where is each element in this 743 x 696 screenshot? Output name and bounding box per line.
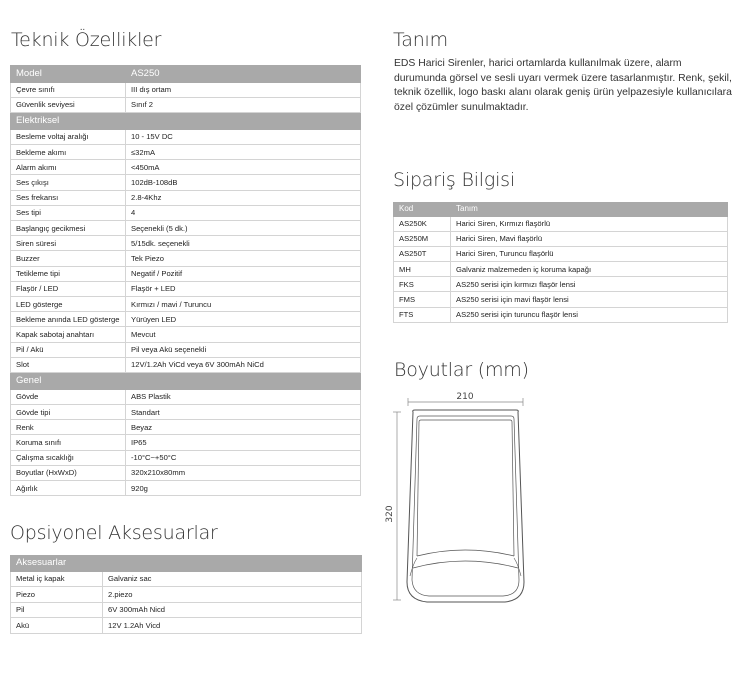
label-cell: Flaşör / LED <box>11 281 126 296</box>
label-cell: Ses çıkışı <box>11 175 126 190</box>
value-cell: 2.piezo <box>103 587 362 603</box>
label-cell: Buzzer <box>11 251 126 266</box>
code-cell: AS250K <box>394 216 451 231</box>
width-label: 210 <box>456 392 474 402</box>
section-row-electrical <box>11 112 361 129</box>
label-cell: Başlangıç gecikmesi <box>11 221 126 236</box>
label-cell: Kapak sabotaj anahtarı <box>11 327 126 342</box>
label-cell: Boyutlar (HxWxD) <box>11 465 126 480</box>
value-cell: Beyaz <box>126 420 361 435</box>
table-row <box>11 129 361 144</box>
table-row <box>394 292 728 307</box>
table-row <box>11 618 362 634</box>
order-table <box>393 202 728 323</box>
table-header-row <box>394 202 728 216</box>
table-row <box>11 190 361 205</box>
header-cell: Model <box>11 65 126 82</box>
value-cell: IP65 <box>126 435 361 450</box>
label-cell: Slot <box>11 357 126 372</box>
table-row <box>11 175 361 190</box>
table-row <box>11 221 361 236</box>
label-cell: Bekleme anında LED gösterge <box>11 312 126 327</box>
table-row <box>11 420 361 435</box>
code-cell: FTS <box>394 307 451 322</box>
label-cell: Pil <box>11 602 103 618</box>
value-cell: 12V/1.2Ah ViCd veya 6V 300mAh NiCd <box>126 357 361 372</box>
value-cell: 6V 300mAh Nicd <box>103 602 362 618</box>
value-cell: Sınıf 2 <box>126 97 361 112</box>
label-cell: Alarm akımı <box>11 160 126 175</box>
label-cell: Akü <box>11 618 103 634</box>
order-heading: Sipariş Bilgisi <box>393 169 515 191</box>
value-cell: Pil veya Akü seçenekli <box>126 342 361 357</box>
table-row <box>11 357 361 372</box>
value-cell: 2.8-4Khz <box>126 190 361 205</box>
accessories-table <box>10 555 362 634</box>
section-title: Genel <box>11 372 361 389</box>
table-row <box>11 145 361 160</box>
value-cell: Seçenekli (5 dk.) <box>126 221 361 236</box>
description-cell: AS250 serisi için turuncu flaşör lensi <box>451 307 728 322</box>
code-cell: AS250T <box>394 246 451 261</box>
table-row <box>11 587 362 603</box>
height-label: 320 <box>385 505 395 523</box>
definition-text: EDS Harici Sirenler, harici ortamlarda kullanılmak üzere, alarm durumunda görsel ve sesli uyarı vermek üzere tasarlanmıştır. Renk, şekil, teknik özellik, logo baskı alanı olarak geniş ürün yelpazesiyle kullanıcılara özel çözümler sunulmaktadır. <box>394 58 732 113</box>
label-cell: Gövde tipi <box>11 405 126 420</box>
description-cell: Harici Siren, Kırmızı flaşörlü <box>451 216 728 231</box>
table-row <box>11 312 361 327</box>
section-title: Aksesuarlar <box>11 555 362 571</box>
value-cell: Flaşör + LED <box>126 281 361 296</box>
table-row <box>11 405 361 420</box>
value-cell: 5/15dk. seçenekli <box>126 236 361 251</box>
table-row <box>11 342 361 357</box>
accessories-heading: Opsiyonel Aksesuarlar <box>10 522 218 544</box>
value-cell: 10 - 15V DC <box>126 129 361 144</box>
dimension-drawing <box>383 386 543 616</box>
table-row <box>11 481 361 496</box>
label-cell: LED gösterge <box>11 296 126 311</box>
label-cell: Besleme voltaj aralığı <box>11 129 126 144</box>
value-cell: 920g <box>126 481 361 496</box>
table-row <box>11 571 362 587</box>
table-row <box>394 231 728 246</box>
table-row <box>11 281 361 296</box>
table-row <box>394 262 728 277</box>
value-cell: 102dB-108dB <box>126 175 361 190</box>
value-cell: Mevcut <box>126 327 361 342</box>
label-cell: Koruma sınıfı <box>11 435 126 450</box>
table-row <box>11 205 361 220</box>
table-row <box>394 216 728 231</box>
table-row <box>11 296 361 311</box>
table-row <box>11 450 361 465</box>
label-cell: Ses tipi <box>11 205 126 220</box>
table-row <box>394 277 728 292</box>
specs-table <box>10 65 361 496</box>
value-cell: Kırmızı / mavi / Turuncu <box>126 296 361 311</box>
label-cell: Çalışma sıcaklığı <box>11 450 126 465</box>
table-row <box>11 465 361 480</box>
description-cell: Galvaniz malzemeden iç koruma kapağı <box>451 262 728 277</box>
label-cell: Gövde <box>11 389 126 404</box>
value-cell: 12V 1.2Ah Vicd <box>103 618 362 634</box>
value-cell: ≤32mA <box>126 145 361 160</box>
definition-heading: Tanım <box>393 29 448 51</box>
header-cell: Tanım <box>451 202 728 216</box>
value-cell: Negatif / Pozitif <box>126 266 361 281</box>
table-row <box>11 602 362 618</box>
value-cell: Galvaniz sac <box>103 571 362 587</box>
label-cell: Bekleme akımı <box>11 145 126 160</box>
code-cell: AS250M <box>394 231 451 246</box>
label-cell: Ağırlık <box>11 481 126 496</box>
label-cell: Renk <box>11 420 126 435</box>
table-row <box>11 389 361 404</box>
table-row <box>11 160 361 175</box>
table-row <box>394 307 728 322</box>
value-cell: Yürüyen LED <box>126 312 361 327</box>
description-cell: Harici Siren, Mavi flaşörlü <box>451 231 728 246</box>
description-cell: Harici Siren, Turuncu flaşörlü <box>451 246 728 261</box>
label-cell: Pil / Akü <box>11 342 126 357</box>
label-cell: Ses frekansı <box>11 190 126 205</box>
value-cell: 4 <box>126 205 361 220</box>
code-cell: FMS <box>394 292 451 307</box>
siren-outline <box>407 410 524 602</box>
table-row <box>11 435 361 450</box>
value-cell: <450mA <box>126 160 361 175</box>
table-header-row <box>11 65 361 82</box>
table-row <box>11 327 361 342</box>
table-row <box>11 266 361 281</box>
dimensions-heading: Boyutlar (mm) <box>394 359 529 381</box>
value-cell: Standart <box>126 405 361 420</box>
label-cell: Çevre sınıfı <box>11 82 126 97</box>
value-cell: -10°C~+50°C <box>126 450 361 465</box>
section-row-general <box>11 372 361 389</box>
section-row-accessories <box>11 555 362 571</box>
table-row <box>11 251 361 266</box>
label-cell: Siren süresi <box>11 236 126 251</box>
table-row <box>11 236 361 251</box>
description-cell: AS250 serisi için kırmızı flaşör lensi <box>451 277 728 292</box>
table-row <box>11 82 361 97</box>
value-cell: III dış ortam <box>126 82 361 97</box>
code-cell: MH <box>394 262 451 277</box>
specs-heading: Teknik Özellikler <box>11 29 162 51</box>
table-row <box>394 246 728 261</box>
value-cell: Tek Piezo <box>126 251 361 266</box>
table-row <box>11 97 361 112</box>
value-cell: ABS Plastik <box>126 389 361 404</box>
section-title: Elektriksel <box>11 112 361 129</box>
label-cell: Piezo <box>11 587 103 603</box>
description-cell: AS250 serisi için mavi flaşör lensi <box>451 292 728 307</box>
label-cell: Güvenlik seviyesi <box>11 97 126 112</box>
header-cell: Kod <box>394 202 451 216</box>
label-cell: Metal iç kapak <box>11 571 103 587</box>
value-cell: 320x210x80mm <box>126 465 361 480</box>
label-cell: Tetikleme tipi <box>11 266 126 281</box>
code-cell: FKS <box>394 277 451 292</box>
header-cell: AS250 <box>126 65 361 82</box>
